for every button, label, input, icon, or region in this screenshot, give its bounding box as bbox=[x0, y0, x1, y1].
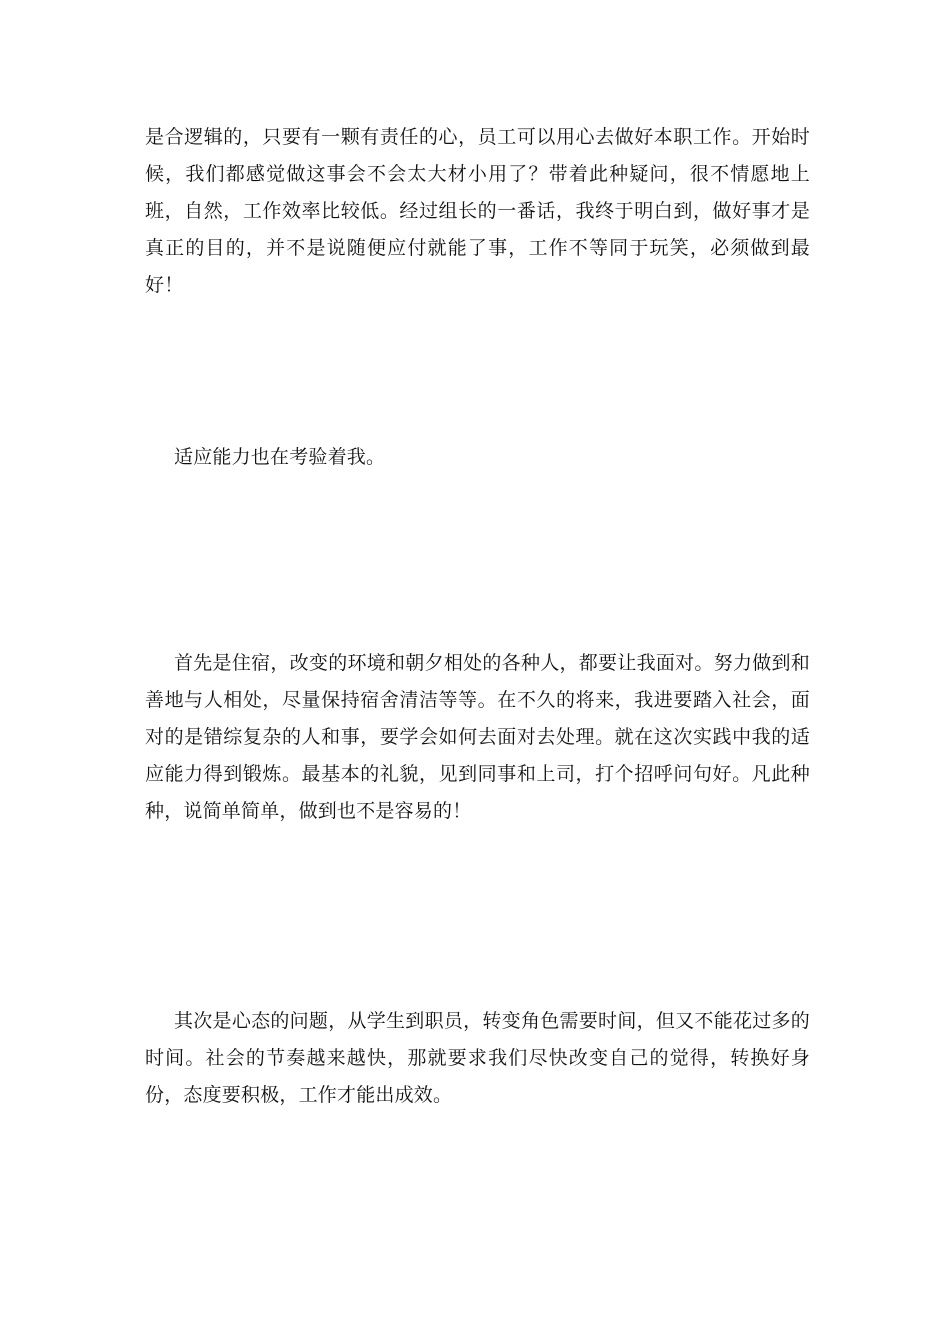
paragraph-1: 是合逻辑的，只要有一颗有责任的心，员工可以用心去做好本职工作。开始时候，我们都感觉做这事会不会太大材小用了？带着此种疑问，很不情愿地上班，自然，工作效率比较低。经过组长的一番话，我终于明白到，做好事才是真正的目的，并不是说随便应付就能了事，工作不等同于玩笑，必须做到最好！ bbox=[145, 126, 810, 296]
paragraph-4: 其次是心态的问题，从学生到职员，转变角色需要时间，但又不能花过多的时间。社会的节奏越来越快，那就要求我们尽快改变自己的觉得，转换好身份，态度要积极，工作才能出成效。 bbox=[145, 1010, 810, 1106]
paragraph-2: 适应能力也在考验着我。 bbox=[174, 446, 386, 468]
paragraph-3: 首先是住宿，改变的环境和朝夕相处的各种人，都要让我面对。努力做到和善地与人相处，尽量保持宿舍清洁等等。在不久的将来，我进要踏入社会，面对的是错综复杂的人和事，要学会如何去面对去处理。就在这次实践中我的适应能力得到锻炼。最基本的礼貌，见到同事和上司，打个招呼问句好。凡此种种，说简单简单，做到也不是容易的！ bbox=[145, 652, 810, 822]
